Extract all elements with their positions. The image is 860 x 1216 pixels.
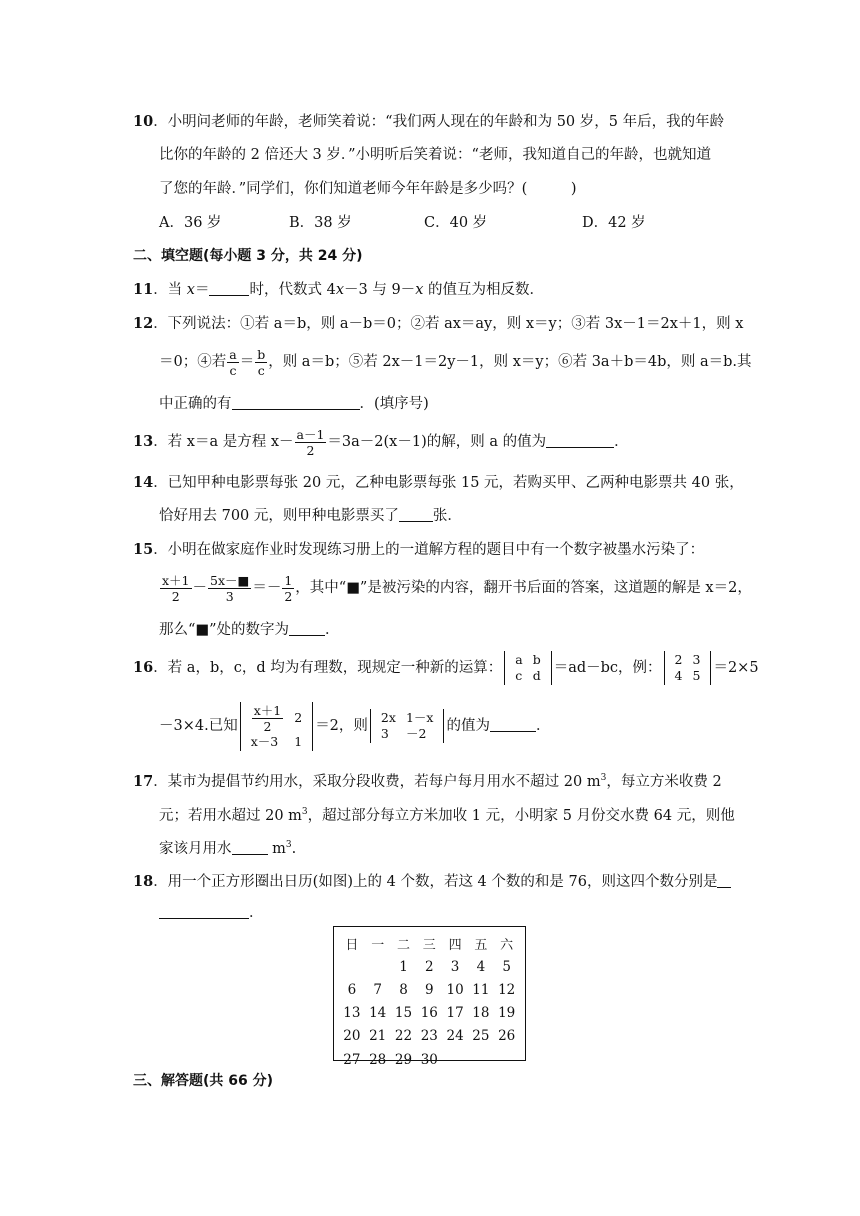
superscript: 3 <box>600 773 607 784</box>
denominator: 2 <box>284 588 293 604</box>
calendar-day-cell <box>442 1048 468 1071</box>
calendar-week-row <box>339 955 520 978</box>
denominator: 2 <box>306 442 315 458</box>
calendar-day-cell: 18 <box>472 1005 490 1022</box>
question-number: 17 <box>133 773 154 790</box>
question-text: 元；若用水超过 20 m <box>159 808 302 824</box>
question-number: 13 <box>133 433 154 450</box>
question-text: ．小明问老师的年龄，老师笑着说：“我们两人现在的年龄和为 50 岁，5 年后，我的年龄 <box>153 114 725 130</box>
determinant-cell: －2 <box>405 726 427 741</box>
variable: x <box>186 282 195 298</box>
calendar-day-cell: 19 <box>498 1005 516 1022</box>
option-c: C．40 岁 <box>424 215 488 231</box>
option-a: A．36 岁 <box>159 215 222 231</box>
calendar-week-row <box>339 1002 520 1025</box>
question-18-line-2 <box>159 903 264 923</box>
question-17-line-3 <box>159 839 296 859</box>
calendar-day-cell <box>468 1048 494 1071</box>
calendar-day-cell: 4 <box>476 958 486 975</box>
variable: x <box>335 282 345 298</box>
question-text: ＝0；④若 <box>159 354 227 370</box>
answer-blank[interactable] <box>546 433 614 448</box>
section-heading: 二、填空题(每小题 3 分，共 24 分) <box>133 248 363 264</box>
question-text: 家该月用水 <box>159 841 232 857</box>
question-text: ，超过部分每立方米加收 1 元，小明家 5 月份交水费 64 元，则他 <box>307 808 735 824</box>
determinant-cell: b <box>532 652 541 667</box>
option-d: D．42 岁 <box>582 215 646 231</box>
calendar-day-cell: 6 <box>347 981 357 998</box>
question-text: ． <box>614 434 629 450</box>
denominator: 2 <box>263 718 272 734</box>
question-number: 11 <box>133 281 154 298</box>
calendar-week-row <box>339 1025 520 1048</box>
answer-blank[interactable] <box>159 904 249 919</box>
numerator: 5x－■ <box>210 572 250 588</box>
superscript: 3 <box>301 807 308 818</box>
question-text: ＝2，则 <box>315 718 368 734</box>
question-number: 15 <box>133 541 154 558</box>
question-text: 的值为 <box>446 718 490 734</box>
numerator: b <box>257 346 266 362</box>
question-text: ．若 a，b，c，d 均为有理数，现规定一种新的运算： <box>153 660 503 676</box>
answer-blank[interactable] <box>232 395 360 410</box>
calendar-day-cell: 20 <box>343 1028 361 1045</box>
calendar-day-cell: 2 <box>424 958 434 975</box>
calendar-day-cell: 1 <box>399 958 408 975</box>
calendar-day-cell: 27 <box>343 1051 361 1068</box>
determinant-cell: 1－x <box>405 710 434 725</box>
calendar-week-row <box>339 978 520 1001</box>
question-text: ．若 x＝a 是方程 x－ <box>153 434 294 450</box>
section-heading: 三、解答题(共 66 分) <box>133 1073 274 1089</box>
question-text: ． <box>535 718 551 734</box>
fraction <box>295 427 327 458</box>
calendar-day-cell: 29 <box>394 1051 413 1068</box>
question-18-line-1 <box>133 872 731 892</box>
question-text: ．(填序号) <box>359 396 429 412</box>
question-13 <box>133 426 629 458</box>
question-text: 张． <box>432 508 462 524</box>
numerator: x＋1 <box>162 572 190 588</box>
question-text: 的值互为相反数． <box>423 282 544 298</box>
calendar-header-row <box>339 932 520 955</box>
question-number: 18 <box>133 873 154 890</box>
determinant-cell: 5 <box>692 668 701 683</box>
question-17-line-2 <box>159 806 735 826</box>
denominator: 2 <box>171 588 180 604</box>
answer-blank[interactable] <box>232 840 268 855</box>
question-12-line-2 <box>159 346 752 378</box>
question-number: 10 <box>133 113 154 130</box>
determinant-cell: a <box>515 652 523 667</box>
determinant-cell: 2 <box>294 710 303 725</box>
question-text: －3 与 9－ <box>344 282 416 298</box>
question-text: 中正确的有 <box>159 396 232 412</box>
question-text: ．已知甲种电影票每张 20 元，乙种电影票每张 15 元，若购买甲、乙两种电影票共 40 张， <box>153 475 744 491</box>
calendar-header-cell: 三 <box>422 938 436 954</box>
question-text: ＝3a－2(x－1)的解，则 a 的值为 <box>327 434 547 450</box>
question-text: ＝2×5 <box>713 660 759 676</box>
question-text: m <box>267 841 286 857</box>
calendar-day-cell: 30 <box>420 1051 438 1068</box>
fraction <box>227 347 238 378</box>
calendar-day-cell <box>365 955 391 978</box>
calendar-table <box>339 932 520 1071</box>
calendar-day-cell: 17 <box>446 1005 464 1022</box>
calendar-day-cell: 8 <box>399 981 408 998</box>
question-14-line-1 <box>133 473 744 493</box>
determinant-cell: 2 <box>674 652 683 667</box>
calendar-day-cell: 28 <box>369 1051 387 1068</box>
calendar-figure <box>333 926 526 1068</box>
calendar-day-cell: 5 <box>502 958 511 975</box>
determinant <box>504 651 551 685</box>
calendar-day-cell: 9 <box>424 981 434 998</box>
fraction <box>160 573 192 604</box>
superscript: 3 <box>285 840 292 851</box>
calendar-header-cell: 二 <box>396 938 410 954</box>
fraction <box>255 347 267 378</box>
determinant-cell: 3 <box>692 652 701 667</box>
calendar-header-cell: 五 <box>474 938 488 954</box>
question-text: 那么“■”处的数字为 <box>159 622 290 638</box>
question-number: 16 <box>133 659 154 676</box>
calendar-day-cell: 11 <box>472 981 490 998</box>
calendar-week-row <box>339 1048 520 1071</box>
calendar-day-cell: 13 <box>343 1005 361 1022</box>
fraction <box>208 573 251 604</box>
determinant-cell: c <box>515 668 523 683</box>
question-10-line-2: 比你的年龄的 2 倍还大 3 岁．”小明听后笑着说：“老师，我知道自己的年龄，也就知道 <box>159 147 711 163</box>
calendar-day-cell: 14 <box>369 1005 387 1022</box>
variable: x <box>415 282 424 298</box>
question-text: ． <box>325 622 340 638</box>
calendar-day-cell: 10 <box>446 981 464 998</box>
determinant-cell: 2x <box>380 710 396 725</box>
question-number: 12 <box>133 315 154 332</box>
question-17-line-1 <box>133 772 722 792</box>
question-10-line-1 <box>133 112 724 132</box>
question-text: ．用一个正方形圈出日历(如图)上的 4 个数，若这 4 个数的和是 76，则这四个数分别是 <box>153 874 718 890</box>
question-12-line-3 <box>159 394 429 414</box>
determinant-cell: x－3 <box>250 733 279 749</box>
determinant-cell: 1 <box>294 733 303 749</box>
answer-blank[interactable] <box>289 621 325 636</box>
answer-blank[interactable] <box>717 873 731 888</box>
determinant-cell: 4 <box>674 668 683 683</box>
denominator: c <box>257 362 265 378</box>
calendar-day-cell: 12 <box>498 981 516 998</box>
determinant <box>370 709 445 743</box>
question-text: ＝ <box>239 354 255 370</box>
calendar-day-cell: 3 <box>450 958 460 975</box>
determinant-cell: d <box>532 668 541 683</box>
question-text: ＝－ <box>252 580 282 596</box>
calendar-day-cell: 25 <box>472 1028 490 1045</box>
question-14-line-2 <box>159 506 462 526</box>
calendar-day-cell: 23 <box>420 1028 438 1045</box>
question-text: . <box>291 841 297 857</box>
question-16-line-1 <box>133 648 759 688</box>
question-text: ．某市为提倡节约用水，采取分段收费，若每户每月用水不超过 20 m <box>153 774 601 790</box>
question-text: ．下列说法：①若 a＝b，则 a－b＝0；②若 ax＝ay，则 x＝y；③若 3x－1＝2x＋1，则 x <box>153 316 744 332</box>
calendar-header-cell: 一 <box>371 938 385 954</box>
question-text: ．小明在做家庭作业时发现练习册上的一道解方程的题目中有一个数字被墨水污染了： <box>153 542 705 558</box>
question-text: ，每立方米收费 2 <box>606 774 722 790</box>
question-11 <box>133 280 544 300</box>
question-10-line-3: 了您的年龄．”同学们，你们知道老师今年年龄是多少吗？( ) <box>159 181 577 197</box>
calendar-day-cell: 26 <box>498 1028 516 1045</box>
question-text: ．当 <box>153 282 187 298</box>
determinant-cell: 3 <box>380 726 389 741</box>
calendar-day-cell <box>339 955 365 978</box>
calendar-day-cell: 21 <box>369 1028 387 1045</box>
fraction <box>252 703 284 734</box>
calendar-day-cell: 22 <box>394 1028 413 1045</box>
answer-blank[interactable] <box>399 507 433 522</box>
denominator: c <box>229 362 237 378</box>
question-text: ，其中“■”是被污染的内容，翻开书后面的答案，这道题的解是 x＝2， <box>295 580 752 596</box>
determinant <box>664 651 712 685</box>
question-text: ，则 a＝b；⑤若 2x－1＝2y－1，则 x＝y；⑥若 3a＋b＝4b，则 a＝b.其 <box>268 354 752 370</box>
question-15-line-3 <box>159 620 340 640</box>
question-text: －3×4.已知 <box>159 718 238 734</box>
calendar-day-cell: 16 <box>420 1005 438 1022</box>
numerator: a <box>229 346 237 362</box>
answer-blank[interactable] <box>490 717 536 732</box>
calendar-day-cell: 7 <box>373 981 382 998</box>
question-15-line-1 <box>133 540 704 560</box>
calendar-day-cell: 24 <box>446 1028 464 1045</box>
calendar-header-cell: 四 <box>448 938 462 954</box>
question-text: 时，代数式 4 <box>249 282 336 298</box>
question-15-line-2 <box>159 571 752 605</box>
answer-blank[interactable] <box>209 281 249 296</box>
denominator: 3 <box>225 588 234 604</box>
question-text: ＝ <box>194 282 210 298</box>
calendar-day-cell <box>494 1048 520 1071</box>
calendar-day-cell: 15 <box>394 1005 413 1022</box>
numerator: 1 <box>284 572 293 588</box>
calendar-header-cell: 日 <box>345 938 359 954</box>
question-16-line-2 <box>159 694 550 758</box>
question-text: ． <box>249 905 264 921</box>
question-text: ＝ad－bc，例： <box>553 660 662 676</box>
option-b: B．38 岁 <box>289 215 352 231</box>
determinant <box>240 702 313 751</box>
fraction <box>282 573 294 604</box>
question-12-line-1 <box>133 314 743 334</box>
question-text: 恰好用去 700 元，则甲种电影票买了 <box>159 508 399 524</box>
question-text: － <box>192 580 208 596</box>
question-number: 14 <box>133 474 154 491</box>
numerator: a－1 <box>296 426 325 442</box>
numerator: x＋1 <box>253 702 282 718</box>
calendar-header-cell: 六 <box>500 938 514 954</box>
